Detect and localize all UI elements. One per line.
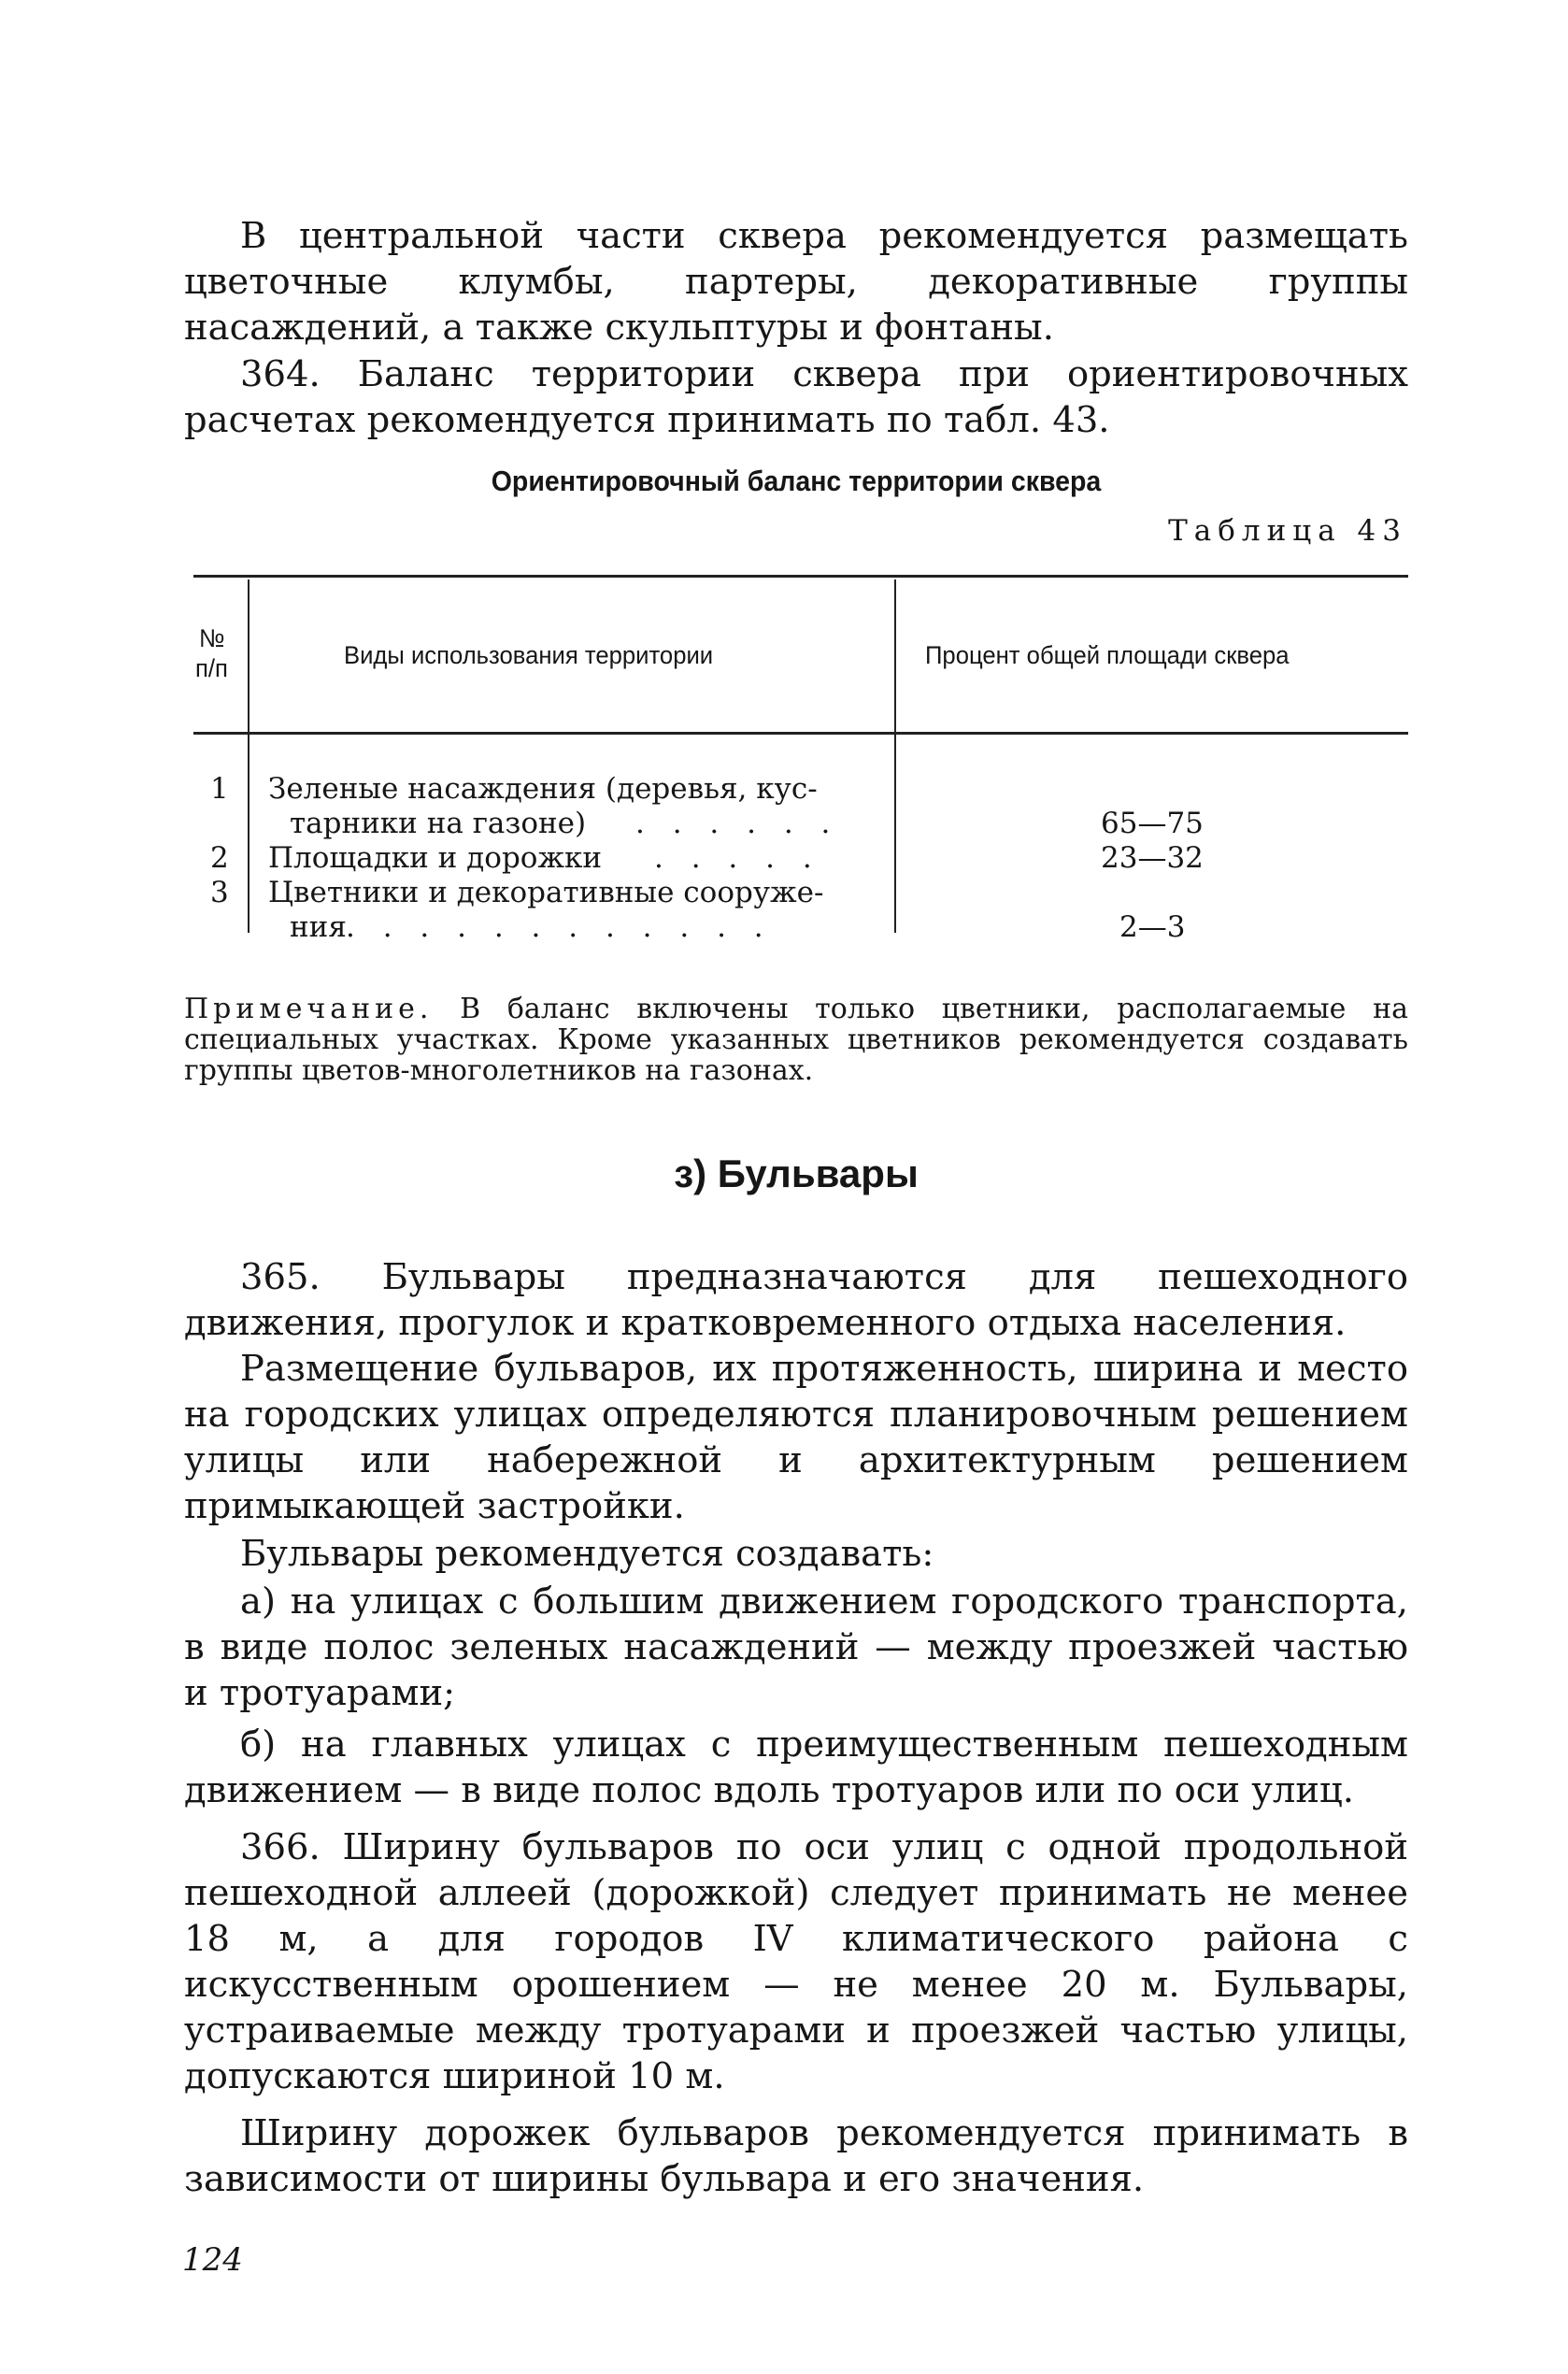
row-label: Площадки и дорожки	[268, 841, 602, 875]
page-number: 124	[182, 2241, 243, 2279]
table-divider-right	[894, 579, 896, 933]
row-leader-dots: . . . . . . . . . . . .	[346, 910, 773, 944]
section-heading: з) Бульвары	[674, 1151, 919, 1195]
table-top-rule	[193, 575, 1408, 578]
row-label: Цветники и декоративные сооруже-	[268, 876, 824, 909]
section-body	[184, 1254, 1408, 2202]
paragraph-366: 366. Ширину бульваров по оси улиц с одной продольной пешеходной аллеей (дорожкой) следует принимать не менее 18 м, а для городов IV климатического района с искусственным орошением — не менее 20 м. Бульвары, устраиваемые между тротуарами и проезжей частью улицы, допускаются шириной 10 м.	[184, 1826, 1408, 2097]
header-use: Виды использования территории	[344, 641, 714, 669]
row-value: 2—3	[1119, 910, 1186, 944]
table-note	[184, 994, 1408, 1086]
row-leader-dots: . . . . . .	[635, 807, 840, 840]
table-caption: Ориентировочный баланс территории сквера	[491, 465, 1102, 497]
row-label-continued: ния	[290, 910, 347, 944]
paragraph-create: Бульвары рекомендуется создавать:	[240, 1533, 934, 1575]
table-divider-left	[248, 579, 249, 933]
note-text: В баланс включены только цветники, располагаемые на специальных участках. Кроме указанных цветников рекомендуется создавать группы цветов-многолетников на газонах.	[184, 993, 1408, 1087]
row-number: 3	[210, 876, 229, 909]
paragraph-365: 365. Бульвары предназначаются для пешеходного движения, прогулок и кратковременного отдыха населения.	[184, 1256, 1408, 1344]
header-percent: Процент общей площади сквера	[925, 641, 1290, 669]
row-leader-dots: . . . . .	[654, 841, 821, 875]
row-value: 65—75	[1101, 807, 1204, 840]
paragraph-placement: Размещение бульваров, их протяженность, ширина и место на городских улицах определяются планировочным решением улицы или набережной и архитектурным решением примыкающей застройки.	[184, 1348, 1408, 1527]
table-header-rule	[193, 732, 1408, 735]
row-number: 1	[210, 772, 229, 806]
row-number: 2	[210, 841, 229, 875]
table-label: Таблица 43	[1168, 514, 1407, 548]
header-num-top: №	[199, 624, 225, 652]
row-label-continued: тарники на газоне)	[290, 807, 587, 840]
row-value: 23—32	[1101, 841, 1204, 875]
note-lead: Примечание.	[184, 993, 434, 1025]
header-num-bottom: п/п	[195, 654, 228, 682]
paragraph-364: 364. Баланс территории сквера при ориентировочных расчетах рекомендуется принимать по табл. 43.	[184, 353, 1408, 441]
paragraph-paths: Ширину дорожек бульваров рекомендуется принимать в зависимости от ширины бульвара и его значения.	[184, 2112, 1408, 2200]
intro-paragraph: В центральной части сквера рекомендуется размещать цветочные клумбы, партеры, декоративные группы насаждений, а также скульптуры и фонтаны.	[184, 215, 1408, 349]
list-item-a: а) на улицах с большим движением городского транспорта, в виде полос зеленых насаждений — между проезжей частью и тротуарами;	[184, 1580, 1408, 1714]
row-label: Зеленые насаждения (деревья, кус-	[268, 772, 818, 806]
list-item-b: б) на главных улицах с преимущественным пешеходным движением — в виде полос вдоль тротуаров или по оси улиц.	[184, 1723, 1408, 1811]
